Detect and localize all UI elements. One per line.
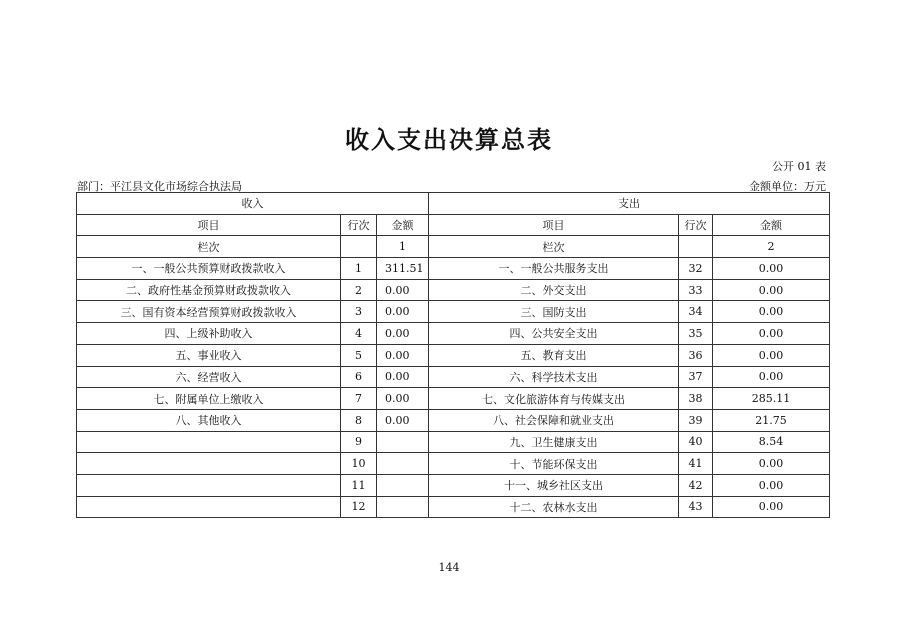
- income-row-no-cell: 6: [341, 366, 377, 388]
- table-row: [77, 388, 830, 410]
- form-number: 公开 01 表: [772, 160, 826, 173]
- department-label: 部门：平江县文化市场综合执法局: [77, 180, 242, 193]
- amount-unit-label: 金额单位：万元: [749, 180, 826, 193]
- income-row-no-cell: 5: [341, 344, 377, 366]
- expense-amount-cell: 0.00: [713, 258, 830, 280]
- income-row-no-header: 行次: [341, 214, 377, 236]
- income-item-cell: 一、一般公共预算财政拨款收入: [77, 258, 341, 280]
- income-row-no-cell: 4: [341, 323, 377, 345]
- income-row-no-cell: 11: [341, 474, 377, 496]
- expense-row-no-cell: 42: [679, 474, 713, 496]
- expense-row-no-cell: 40: [679, 431, 713, 453]
- income-amount-cell: 0.00: [377, 366, 429, 388]
- expense-item-cell: 七、文化旅游体育与传媒支出: [429, 388, 679, 410]
- expense-item-cell: 二、外交支出: [429, 279, 679, 301]
- income-amount-cell: 0.00: [377, 344, 429, 366]
- expense-row-no-cell: 32: [679, 258, 713, 280]
- income-item-cell: 五、事业收入: [77, 344, 341, 366]
- income-amount-cell: [377, 474, 429, 496]
- income-amount-cell: 0.00: [377, 301, 429, 323]
- expense-item-cell: 十一、城乡社区支出: [429, 474, 679, 496]
- expense-column-index-label: 栏次: [429, 236, 679, 258]
- income-item-cell: 六、经营收入: [77, 366, 341, 388]
- empty-cell: [341, 236, 377, 258]
- expense-column-index: 2: [713, 236, 830, 258]
- expense-amount-cell: 8.54: [713, 431, 830, 453]
- income-row-no-cell: 2: [341, 279, 377, 301]
- expense-row-no-cell: 41: [679, 453, 713, 475]
- income-group-header: 收入: [77, 193, 429, 215]
- income-amount-cell: 0.00: [377, 279, 429, 301]
- income-expense-table: [76, 192, 830, 518]
- column-index-row: [77, 236, 830, 258]
- column-header-row: [77, 214, 830, 236]
- table-body: [77, 258, 830, 518]
- income-amount-header: 金额: [377, 214, 429, 236]
- empty-cell: [679, 236, 713, 258]
- income-row-no-cell: 10: [341, 453, 377, 475]
- expense-amount-cell: 285.11: [713, 388, 830, 410]
- table-row: [77, 453, 830, 475]
- income-amount-cell: 0.00: [377, 409, 429, 431]
- expense-group-header: 支出: [429, 193, 830, 215]
- income-row-no-cell: 7: [341, 388, 377, 410]
- income-amount-cell: [377, 453, 429, 475]
- expense-row-no-cell: 34: [679, 301, 713, 323]
- page-title: 收入支出决算总表: [345, 126, 553, 154]
- expense-item-cell: 一、一般公共服务支出: [429, 258, 679, 280]
- income-item-cell: 三、国有资本经营预算财政拨款收入: [77, 301, 341, 323]
- expense-amount-cell: 0.00: [713, 323, 830, 345]
- expense-row-no-cell: 36: [679, 344, 713, 366]
- expense-row-no-cell: 37: [679, 366, 713, 388]
- income-amount-cell: 0.00: [377, 323, 429, 345]
- expense-amount-cell: 0.00: [713, 344, 830, 366]
- table-row: [77, 496, 830, 518]
- table-row: [77, 431, 830, 453]
- expense-item-cell: 十二、农林水支出: [429, 496, 679, 518]
- income-column-index: 1: [377, 236, 429, 258]
- income-row-no-cell: 12: [341, 496, 377, 518]
- expense-row-no-header: 行次: [679, 214, 713, 236]
- expense-amount-header: 金额: [713, 214, 830, 236]
- table-row: [77, 323, 830, 345]
- income-amount-cell: [377, 496, 429, 518]
- table-row: [77, 366, 830, 388]
- page-number: 144: [438, 561, 460, 574]
- income-row-no-cell: 8: [341, 409, 377, 431]
- income-item-cell: [77, 474, 341, 496]
- expense-item-header: 项目: [429, 214, 679, 236]
- expense-amount-cell: 0.00: [713, 366, 830, 388]
- expense-item-cell: 九、卫生健康支出: [429, 431, 679, 453]
- income-amount-cell: [377, 431, 429, 453]
- income-row-no-cell: 9: [341, 431, 377, 453]
- income-row-no-cell: 3: [341, 301, 377, 323]
- expense-item-cell: 八、社会保障和就业支出: [429, 409, 679, 431]
- expense-amount-cell: 0.00: [713, 279, 830, 301]
- expense-row-no-cell: 33: [679, 279, 713, 301]
- income-item-cell: [77, 453, 341, 475]
- expense-row-no-cell: 43: [679, 496, 713, 518]
- income-item-cell: 八、其他收入: [77, 409, 341, 431]
- expense-row-no-cell: 35: [679, 323, 713, 345]
- table-row: [77, 409, 830, 431]
- expense-row-no-cell: 38: [679, 388, 713, 410]
- income-item-cell: 二、政府性基金预算财政拨款收入: [77, 279, 341, 301]
- income-item-cell: 四、上级补助收入: [77, 323, 341, 345]
- expense-amount-cell: 0.00: [713, 474, 830, 496]
- income-amount-cell: 311.51: [377, 258, 429, 280]
- expense-amount-cell: 0.00: [713, 453, 830, 475]
- table-row: [77, 258, 830, 280]
- table-row: [77, 474, 830, 496]
- expense-amount-cell: 0.00: [713, 301, 830, 323]
- table-row: [77, 344, 830, 366]
- income-amount-cell: 0.00: [377, 388, 429, 410]
- table-row: [77, 301, 830, 323]
- income-row-no-cell: 1: [341, 258, 377, 280]
- income-item-header: 项目: [77, 214, 341, 236]
- expense-item-cell: 三、国防支出: [429, 301, 679, 323]
- expense-amount-cell: 0.00: [713, 496, 830, 518]
- expense-amount-cell: 21.75: [713, 409, 830, 431]
- expense-item-cell: 六、科学技术支出: [429, 366, 679, 388]
- expense-row-no-cell: 39: [679, 409, 713, 431]
- income-column-index-label: 栏次: [77, 236, 341, 258]
- group-header-row: [77, 193, 830, 215]
- expense-item-cell: 四、公共安全支出: [429, 323, 679, 345]
- income-item-cell: [77, 431, 341, 453]
- table-row: [77, 279, 830, 301]
- expense-item-cell: 十、节能环保支出: [429, 453, 679, 475]
- expense-item-cell: 五、教育支出: [429, 344, 679, 366]
- income-item-cell: 七、附属单位上缴收入: [77, 388, 341, 410]
- income-item-cell: [77, 496, 341, 518]
